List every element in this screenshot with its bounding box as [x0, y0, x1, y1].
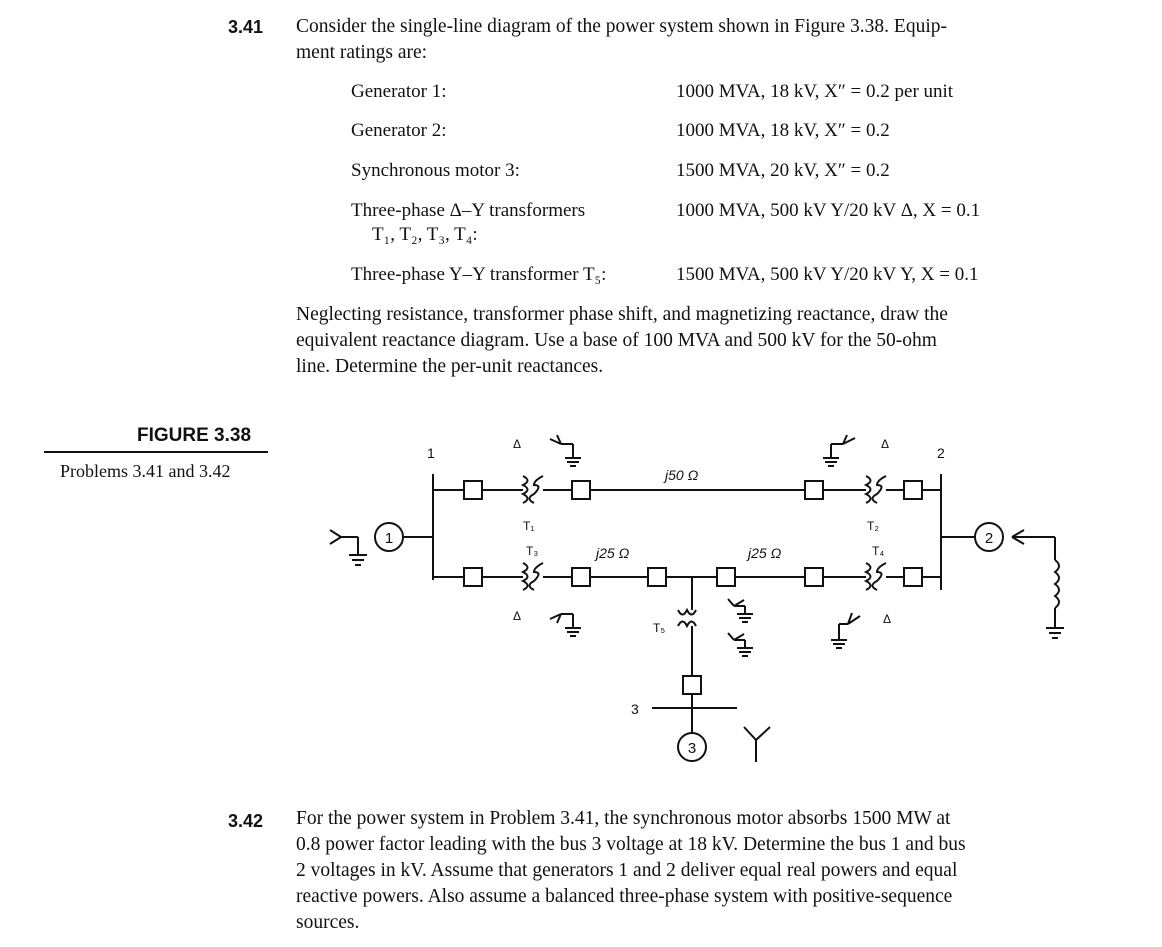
transformer-t2 — [866, 476, 886, 503]
wye-grounded-icon — [728, 633, 753, 656]
circuit-breaker — [805, 568, 823, 586]
circuit-breaker — [904, 568, 922, 586]
circuit-breaker — [648, 568, 666, 586]
body-line: 0.8 power factor leading with the bus 3 voltage at 18 kV. Determine the bus 1 and bus — [296, 834, 966, 855]
delta-label: Δ — [513, 609, 522, 623]
transformer-t3 — [523, 563, 543, 590]
problem-number-342: 3.42 — [228, 811, 264, 831]
line-right-label: j25 Ω — [748, 545, 782, 561]
wye-grounded-icon — [831, 613, 860, 648]
synchronous-motor-3 — [678, 733, 706, 761]
bus-1-label: 1 — [427, 445, 435, 461]
generator-2 — [941, 523, 1003, 551]
delta-label: Δ — [883, 612, 892, 626]
circuit-breaker — [717, 568, 735, 586]
circuit-breaker — [904, 481, 922, 499]
body-line: equivalent reactance diagram. Use a base of 100 MVA and 500 kV for the 50-ohm — [296, 330, 937, 351]
line-left-label: j25 Ω — [596, 545, 630, 561]
rating-value-generator-1: 1000 MVA, 18 kV, X″ = 0.2 per unit — [676, 81, 954, 102]
circuit-breaker — [572, 481, 590, 499]
wye-grounded-icon — [823, 435, 855, 466]
wye-grounded-icon — [550, 435, 581, 466]
circuit-breaker — [572, 568, 590, 586]
rating-label-generator-1: Generator 1: — [351, 81, 447, 102]
problem-number-341: 3.41 — [228, 17, 264, 37]
t3-label: T₃ — [526, 544, 539, 558]
rating-label-y-y-transformer: Three-phase Y–Y transformer T₅: — [351, 264, 607, 285]
problem-342-body — [296, 806, 1064, 936]
rating-value-generator-2: 1000 MVA, 18 kV, X″ = 0.2 — [676, 120, 890, 141]
rating-label-motor-3: Synchronous motor 3: — [351, 160, 520, 181]
body-line: sources. — [296, 912, 360, 933]
circuit-breaker — [464, 481, 482, 499]
circuit-breaker — [805, 481, 823, 499]
generator-1 — [375, 523, 433, 551]
transformer-t1 — [523, 476, 543, 503]
rating-value-y-y-transformer: 1500 MVA, 500 kV Y/20 kV Y, X = 0.1 — [676, 264, 979, 285]
body-line: line. Determine the per-unit reactances. — [296, 356, 604, 377]
generator-2-label: 2 — [984, 530, 994, 547]
body-line: reactive powers. Also assume a balanced three-phase system with positive-sequence — [296, 886, 953, 907]
rating-value-delta-y-transformers: 1000 MVA, 500 kV Y/20 kV Δ, X = 0.1 — [676, 200, 981, 221]
figure-caption: Problems 3.41 and 3.42 — [60, 461, 231, 481]
wye-grounded-icon — [550, 614, 581, 636]
wye-grounding-coil-icon — [1012, 530, 1064, 638]
wye-grounded-icon — [330, 530, 367, 565]
delta-label: Δ — [513, 437, 522, 451]
motor-3-label: 3 — [687, 740, 697, 757]
body-line: Neglecting resistance, transformer phase shift, and magnetizing reactance, draw the — [296, 304, 948, 325]
bus-2-label: 2 — [937, 445, 945, 461]
intro-line: ment ratings are: — [296, 42, 428, 63]
transformer-t4 — [866, 563, 886, 590]
generator-1-label: 1 — [384, 530, 394, 547]
figure-title: FIGURE 3.38 — [137, 425, 252, 446]
rating-label-delta-y-transformers: Three-phase Δ–Y transformers — [351, 200, 586, 221]
t4-label: T₄ — [872, 544, 885, 558]
rating-value-motor-3: 1500 MVA, 20 kV, X″ = 0.2 — [676, 160, 890, 181]
t1-label: T₁ — [523, 519, 535, 533]
bus-3-label: 3 — [631, 701, 639, 717]
circuit-breaker — [464, 568, 482, 586]
intro-line: Consider the single-line diagram of the power system shown in Figure 3.38. Equip- — [296, 16, 947, 37]
line-top-label: j50 Ω — [665, 467, 699, 483]
rating-label-generator-2: Generator 2: — [351, 120, 447, 141]
delta-label: Δ — [881, 437, 890, 451]
t2-label: T₂ — [867, 519, 879, 533]
body-line: 2 voltages in kV. Assume that generators 1 and 2 deliver equal real powers and equal — [296, 860, 958, 881]
rating-label-delta-y-transformers-line2: T₁, T₂, T₃, T₄: — [372, 224, 478, 245]
t5-label: T₅ — [653, 621, 666, 635]
body-line: For the power system in Problem 3.41, the synchronous motor absorbs 1500 MW at — [296, 808, 951, 829]
wye-grounded-icon — [728, 599, 753, 622]
circuit-breaker — [683, 676, 701, 694]
wye-icon — [744, 727, 770, 762]
transformer-t5 — [678, 610, 696, 626]
